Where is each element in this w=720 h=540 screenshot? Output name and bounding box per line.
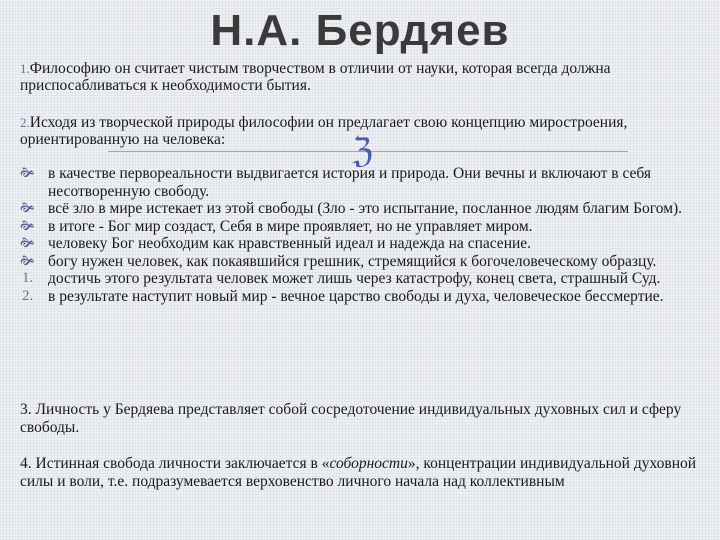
paragraph-2-number: 2.: [20, 115, 30, 130]
numbered-item-number: 2.: [22, 287, 34, 304]
list-item: [20, 253, 710, 271]
list-item-text: богу нужен человек, как покаявшийся грешник, стремящийся к богочеловеческому образцу.: [48, 252, 657, 270]
leaf-bullet-icon: 🙞: [20, 166, 35, 181]
slide-title: Н.А. Бердяев: [210, 6, 510, 55]
concept-list: [20, 165, 710, 305]
numbered-item-text: достичь этого результата человек может лишь через катастрофу, конец света, страшный Суд.: [48, 270, 661, 287]
paragraph-1: [20, 60, 710, 94]
leaf-bullet-icon: 🙞: [20, 218, 35, 234]
list-item-text: в итоге - Бог мир создаст, Себя в мире проявляет, но не управляет миром.: [48, 217, 533, 235]
numbered-item-number: 1.: [22, 270, 34, 286]
leaf-bullet-icon: 🙞: [20, 253, 35, 269]
list-item: [20, 218, 710, 236]
list-item-text: всё зло в мире истекает из этой свободы (Зло - это испытание, посланное людям благим Богом).: [48, 200, 683, 217]
paragraph-3: 3. Личность у Бердяева представляет собой сосредоточение индивидуальных духовных сил и сферу свободы.: [20, 401, 682, 436]
numbered-item: [20, 270, 710, 288]
paragraph-4: [20, 455, 710, 490]
list-item-text: человеку Бог необходим как нравственный идеал и надежда на спасение.: [48, 235, 532, 252]
numbered-item: [20, 288, 710, 306]
ornament-icon: ℨ: [352, 131, 373, 171]
leaf-bullet-icon: 🙞: [20, 201, 35, 216]
list-item: [20, 200, 710, 218]
paragraph-1-number: 1.: [20, 61, 30, 76]
paragraph-1-text: Философию он считает чистым творчеством в отличии от науки, которая всегда должна приспосабливаться к необходимости бытия.: [20, 60, 611, 94]
leaf-bullet-icon: 🙞: [20, 236, 35, 251]
list-item-text: в качестве первореальности выдвигается история и природа. Они вечны и включают в себя несотворенную свободу.: [48, 165, 652, 200]
list-item: [20, 165, 710, 200]
numbered-item-text: в результате наступит новый мир - вечное царство свободы и духа, человеческое бессмертие.: [48, 287, 664, 305]
paragraph-4-pre: 4. Истинная свобода личности заключается в «: [20, 455, 330, 472]
paragraph-2-text: Исходя из творческой природы философии он предлагает свою концепцию миростроения, ориентированную на человека:: [20, 114, 628, 148]
paragraph-4-post: », концентрации индивидуальной духовной силы и воли, т.е. подразумевается верховенство личного начала над коллективным: [20, 455, 697, 490]
list-item: [20, 235, 710, 253]
paragraph-4-emphasis: соборности: [329, 455, 408, 472]
